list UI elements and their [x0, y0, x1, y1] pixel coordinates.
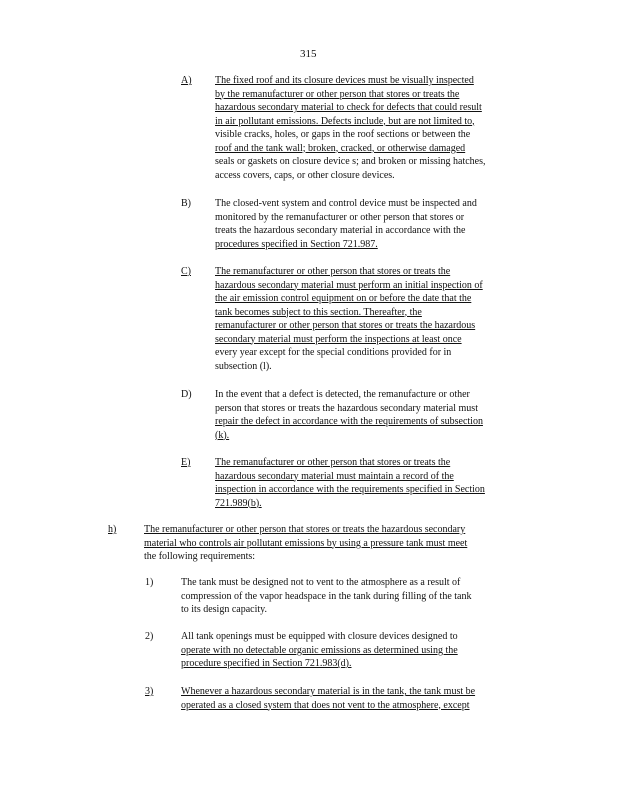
- numbered-text: All tank openings must be equipped with closure devices designed to operate with no detectable organic emissions as determined using the procedure specified in Section 721.983(d).: [181, 631, 458, 669]
- subsection-text: The fixed roof and its closure devices must be visually inspected by the remanufacturer or other person that stores or treats the hazardous secondary material to check for defects that could result in air pollutant emissions. Defects include, but are not limited to, visible cracks, holes, or gaps in the roof sections or between the roof and the tank wall; broken, cracked, or otherwise damaged seals or gaskets on closure device s; and broken or missing hatches, access covers, caps, or other closure devices.: [215, 75, 486, 181]
- subsection-label: C): [181, 266, 191, 277]
- subsection-label: D): [181, 389, 192, 400]
- numbered-text: The tank must be designed not to vent to the atmosphere as a result of compression of the vapor headspace in the tank during filling of the tank to its design capacity.: [181, 577, 472, 615]
- page-number: 315: [300, 48, 317, 60]
- numbered-label: 3): [145, 686, 154, 697]
- numbered-text: Whenever a hazardous secondary material is in the tank, the tank must be operated as a closed system that does not vent to the atmosphere, except: [181, 686, 476, 711]
- section-label: h): [108, 524, 117, 535]
- subsection-label: E): [181, 457, 191, 468]
- subsection-text: In the event that a defect is detected, the remanufacture or other person that stores or treats the hazardous secondary material must repair the defect in accordance with the requirements of subsection (k).: [215, 389, 483, 441]
- numbered-label: 1): [145, 577, 154, 588]
- numbered-label: 2): [145, 631, 154, 642]
- subsection-text: The remanufacturer or other person that stores or treats the hazardous secondary material must maintain a record of the inspection in accordance with the requirements specified in Section 721.989(b).: [215, 457, 485, 509]
- subsection-label: A): [181, 75, 192, 86]
- section-text: The remanufacturer or other person that stores or treats the hazardous secondary material who controls air pollutant emissions by using a pressure tank must meet the following requirements:: [144, 524, 468, 562]
- subsection-label: B): [181, 198, 191, 209]
- subsection-text: The remanufacturer or other person that stores or treats the hazardous secondary material must perform an initial inspection of the air emission control equipment on or before the date that the tank becomes subject to this section. Thereafter, the remanufacturer or other person that stores or treats the hazardous secondary material must perform the inspections at least once every year except for the special conditions provided for in subsection (l).: [215, 266, 483, 372]
- subsection-text: The closed-vent system and control device must be inspected and monitored by the remanufacturer or other person that stores or treats the hazardous secondary material in accordance with the procedures specified in Section 721.987.: [215, 198, 477, 250]
